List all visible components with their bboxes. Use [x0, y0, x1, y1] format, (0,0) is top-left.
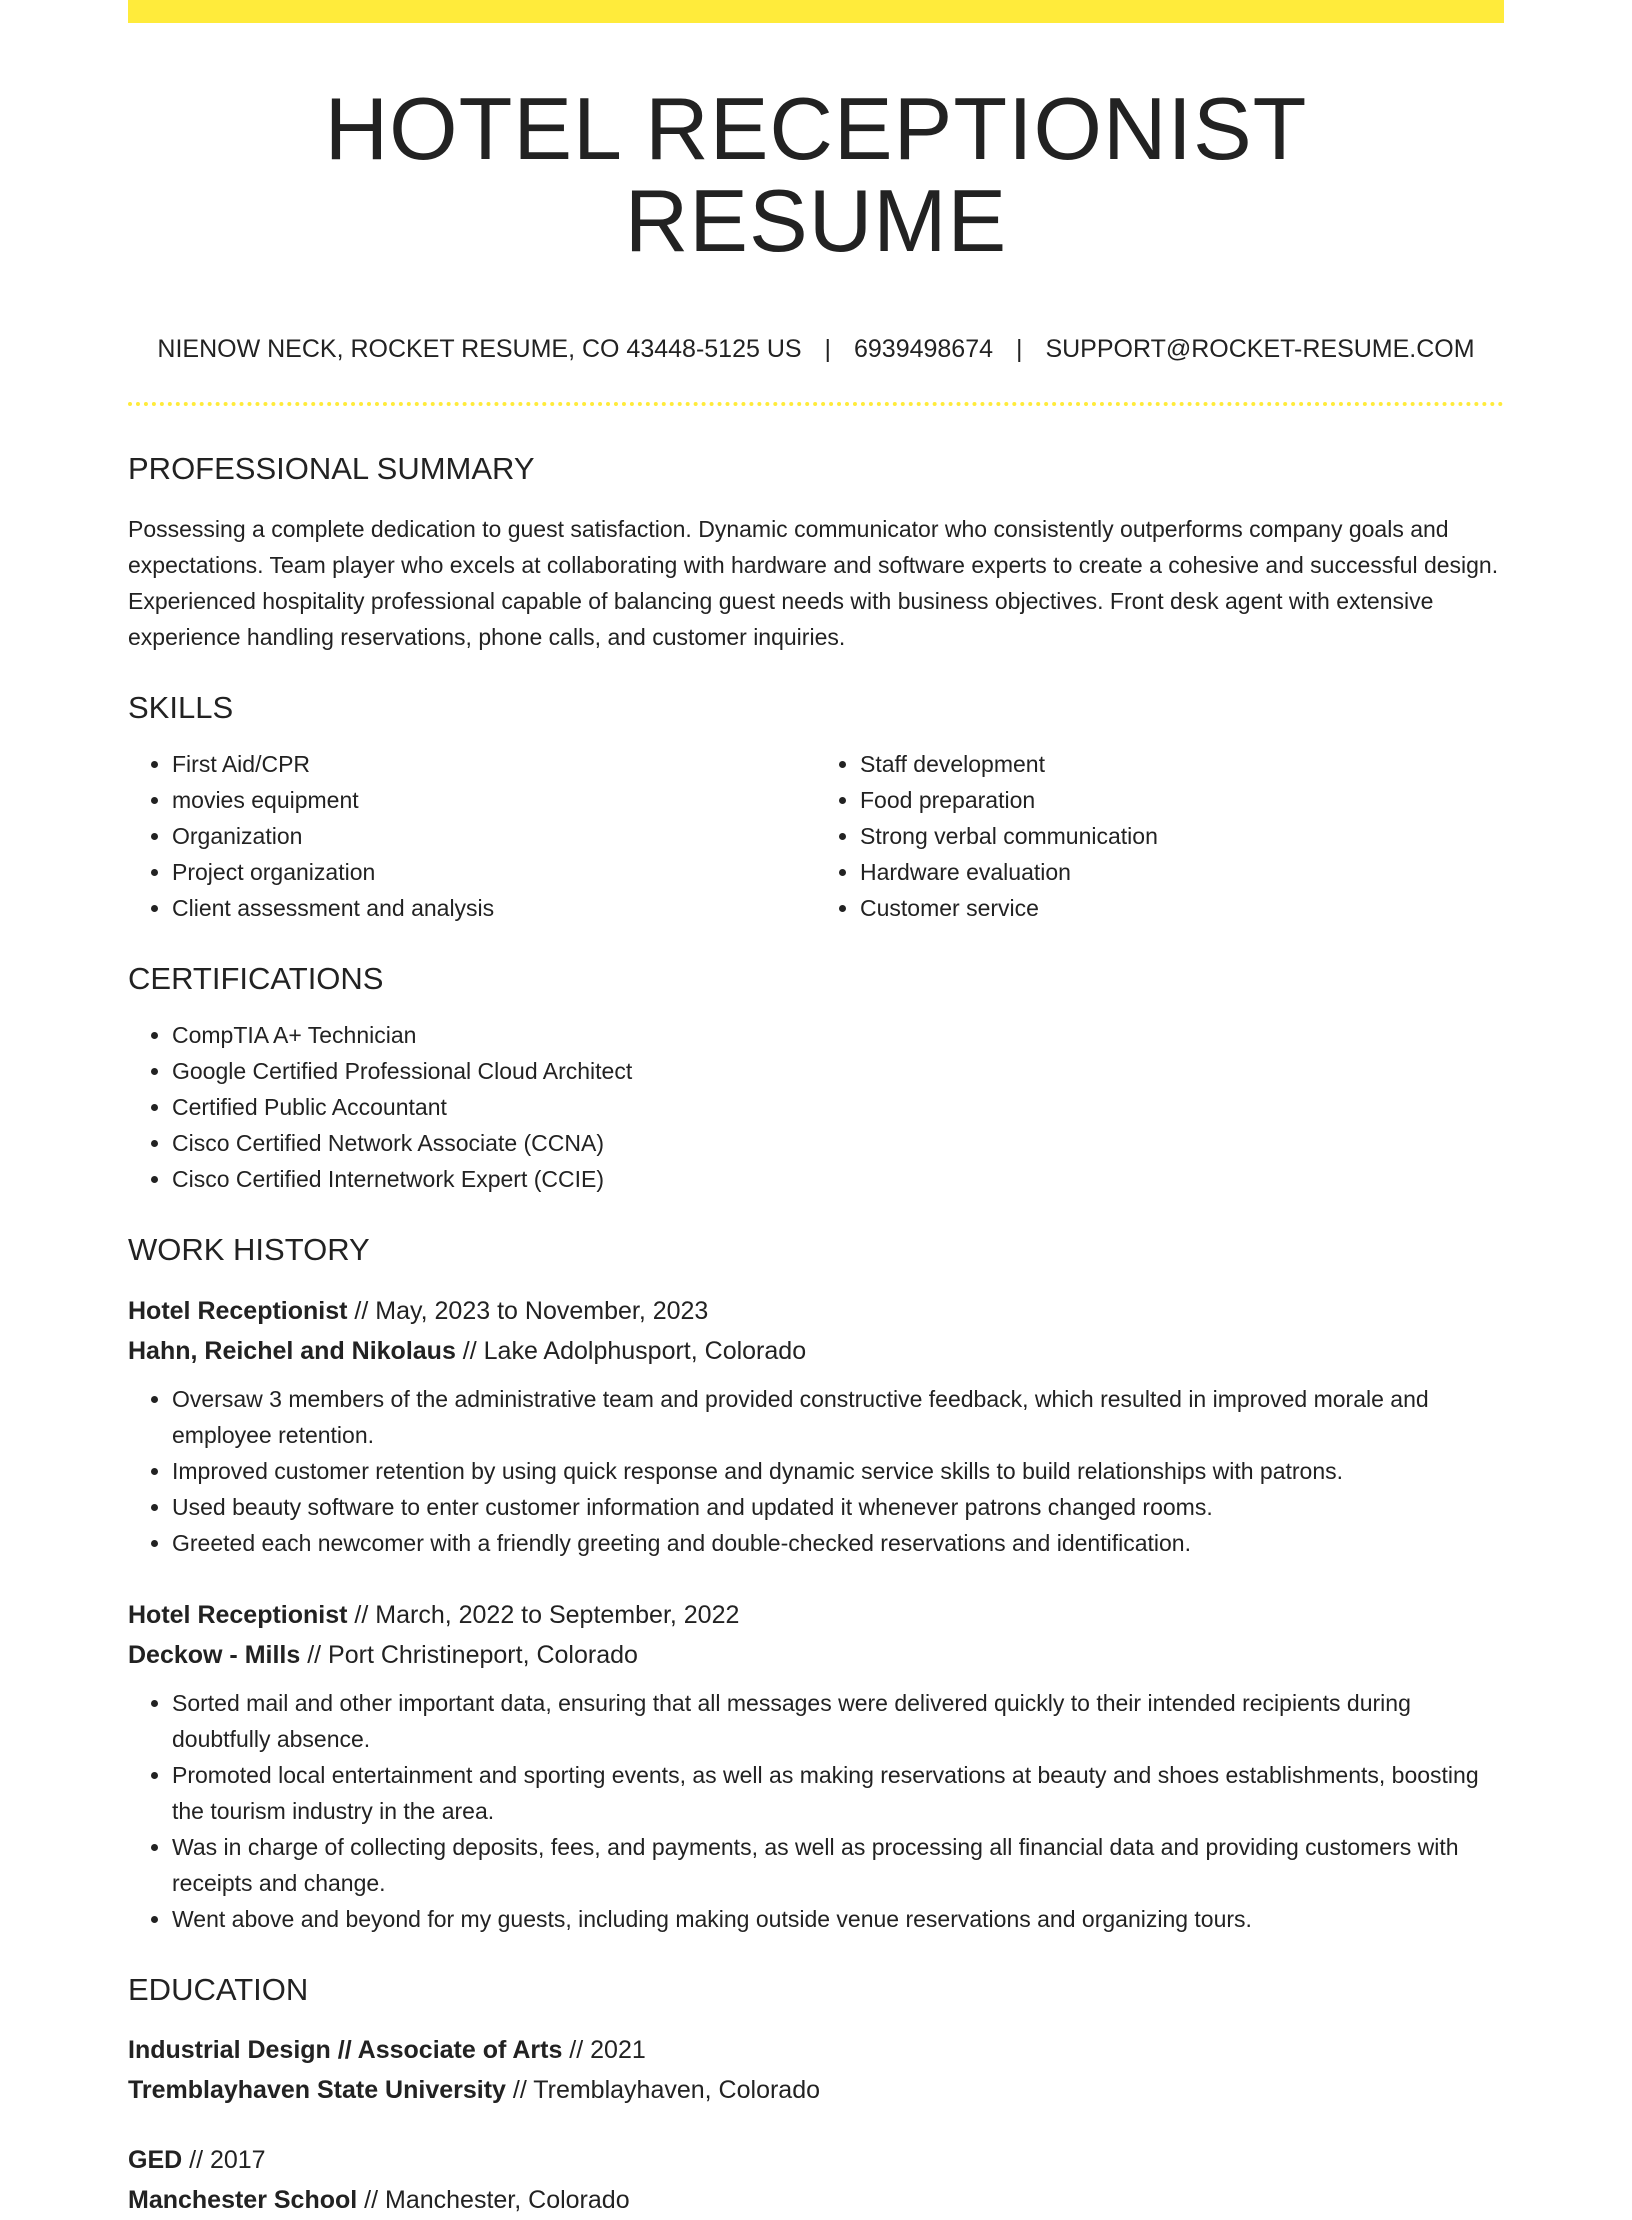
- skill-item: • Customer service: [860, 890, 1504, 926]
- dotted-divider: [128, 402, 1504, 406]
- education-degree-line: [128, 2140, 1504, 2180]
- education-year: // 2017: [182, 2145, 266, 2174]
- contact-email: SUPPORT@ROCKET-RESUME.COM: [1045, 334, 1475, 363]
- job-location: // Lake Adolphusport, Colorado: [455, 1336, 807, 1365]
- skill-item: • movies equipment: [172, 782, 816, 818]
- job-bullet: • Used beauty software to enter customer information and updated it whenever patrons changed rooms.: [172, 1489, 1504, 1525]
- job-company-line: [128, 1331, 1504, 1371]
- contact-address: NIENOW NECK, ROCKET RESUME, CO 43448-5125 US: [157, 334, 802, 363]
- contact-phone: 6939498674: [853, 334, 994, 363]
- job-dates: // May, 2023 to November, 2023: [347, 1296, 709, 1325]
- job-bullets: [128, 1685, 1504, 1937]
- job-company: Deckow - Mills: [128, 1640, 301, 1669]
- work-history-heading: WORK HISTORY: [128, 1232, 370, 1268]
- resume-content: [128, 23, 1504, 2220]
- job-role: Hotel Receptionist: [128, 1600, 348, 1629]
- job-entry: [128, 1595, 1504, 1937]
- resume-title: HOTEL RECEPTIONIST RESUME: [324, 79, 1308, 271]
- education-year: // 2021: [562, 2035, 646, 2064]
- certifications-heading: CERTIFICATIONS: [128, 961, 384, 997]
- summary-heading: PROFESSIONAL SUMMARY: [128, 450, 535, 486]
- skills-columns: [128, 746, 1504, 926]
- job-bullet: • Greeted each newcomer with a friendly greeting and double-checked reservations and identification.: [172, 1525, 1504, 1561]
- education-entry: [128, 2030, 1504, 2110]
- job-bullet: • Improved customer retention by using quick response and dynamic service skills to build relationships with patrons.: [172, 1453, 1504, 1489]
- skill-item: • Strong verbal communication: [860, 818, 1504, 854]
- education-degree-line: [128, 2030, 1504, 2070]
- education-location: // Manchester, Colorado: [357, 2185, 630, 2214]
- certification-item: • Google Certified Professional Cloud Architect: [172, 1053, 1504, 1089]
- education-school: Tremblayhaven State University: [128, 2075, 506, 2104]
- contact-separator: |: [1015, 334, 1023, 363]
- certification-item: • Cisco Certified Internetwork Expert (CCIE): [172, 1161, 1504, 1197]
- contact-separator: |: [824, 334, 832, 363]
- skills-list-right: [816, 746, 1504, 926]
- certifications-list: [128, 1017, 1504, 1197]
- contact-line: [128, 334, 1504, 364]
- job-bullet: • Went above and beyond for my guests, including making outside venue reservations and organizing tours.: [172, 1901, 1504, 1937]
- top-accent-bar: [128, 0, 1504, 23]
- job-company-line: [128, 1635, 1504, 1675]
- job-entry: [128, 1291, 1504, 1561]
- job-bullet: • Promoted local entertainment and sporting events, as well as making reservations at beauty and shoes establishments, boosting the tourism industry in the area.: [172, 1757, 1504, 1829]
- skill-item: • Organization: [172, 818, 816, 854]
- job-company: Hahn, Reichel and Nikolaus: [128, 1336, 456, 1365]
- certification-item: • Certified Public Accountant: [172, 1089, 1504, 1125]
- job-location: // Port Christineport, Colorado: [300, 1640, 638, 1669]
- job-role-line: [128, 1595, 1504, 1635]
- job-role: Hotel Receptionist: [128, 1296, 348, 1325]
- education-school-line: [128, 2180, 1504, 2220]
- certification-item: • CompTIA A+ Technician: [172, 1017, 1504, 1053]
- education-location: // Tremblayhaven, Colorado: [505, 2075, 821, 2104]
- job-bullet: • Was in charge of collecting deposits, fees, and payments, as well as processing all financial data and providing customers with receipts and change.: [172, 1829, 1504, 1901]
- skills-list-left: [128, 746, 816, 926]
- certification-item: • Cisco Certified Network Associate (CCNA): [172, 1125, 1504, 1161]
- job-dates: // March, 2022 to September, 2022: [347, 1600, 740, 1629]
- education-degree: GED: [128, 2145, 183, 2174]
- education-heading: EDUCATION: [128, 1971, 309, 2007]
- skill-item: • Project organization: [172, 854, 816, 890]
- skills-heading: SKILLS: [128, 689, 234, 725]
- education-school: Manchester School: [128, 2185, 358, 2214]
- job-role-line: [128, 1291, 1504, 1331]
- skill-item: • Client assessment and analysis: [172, 890, 816, 926]
- skill-item: • Food preparation: [860, 782, 1504, 818]
- education-degree: Industrial Design // Associate of Arts: [128, 2035, 563, 2064]
- job-bullets: [128, 1381, 1504, 1561]
- job-bullet: • Oversaw 3 members of the administrative team and provided constructive feedback, which resulted in improved morale and employee retention.: [172, 1381, 1504, 1453]
- education-school-line: [128, 2070, 1504, 2110]
- skill-item: • First Aid/CPR: [172, 746, 816, 782]
- job-bullet: • Sorted mail and other important data, ensuring that all messages were delivered quickly to their intended recipients during doubtfully absence.: [172, 1685, 1504, 1757]
- skill-item: • Staff development: [860, 746, 1504, 782]
- skill-item: • Hardware evaluation: [860, 854, 1504, 890]
- summary-text: Possessing a complete dedication to guest satisfaction. Dynamic communicator who consistently outperforms company goals and expectations. Team player who excels at collaborating with hardware and software experts to create a cohesive and successful design. Experienced hospitality professional capable of balancing guest needs with business objectives. Front desk agent with extensive experience handling reservations, phone calls, and customer inquiries.: [128, 515, 1499, 650]
- education-entry: [128, 2140, 1504, 2220]
